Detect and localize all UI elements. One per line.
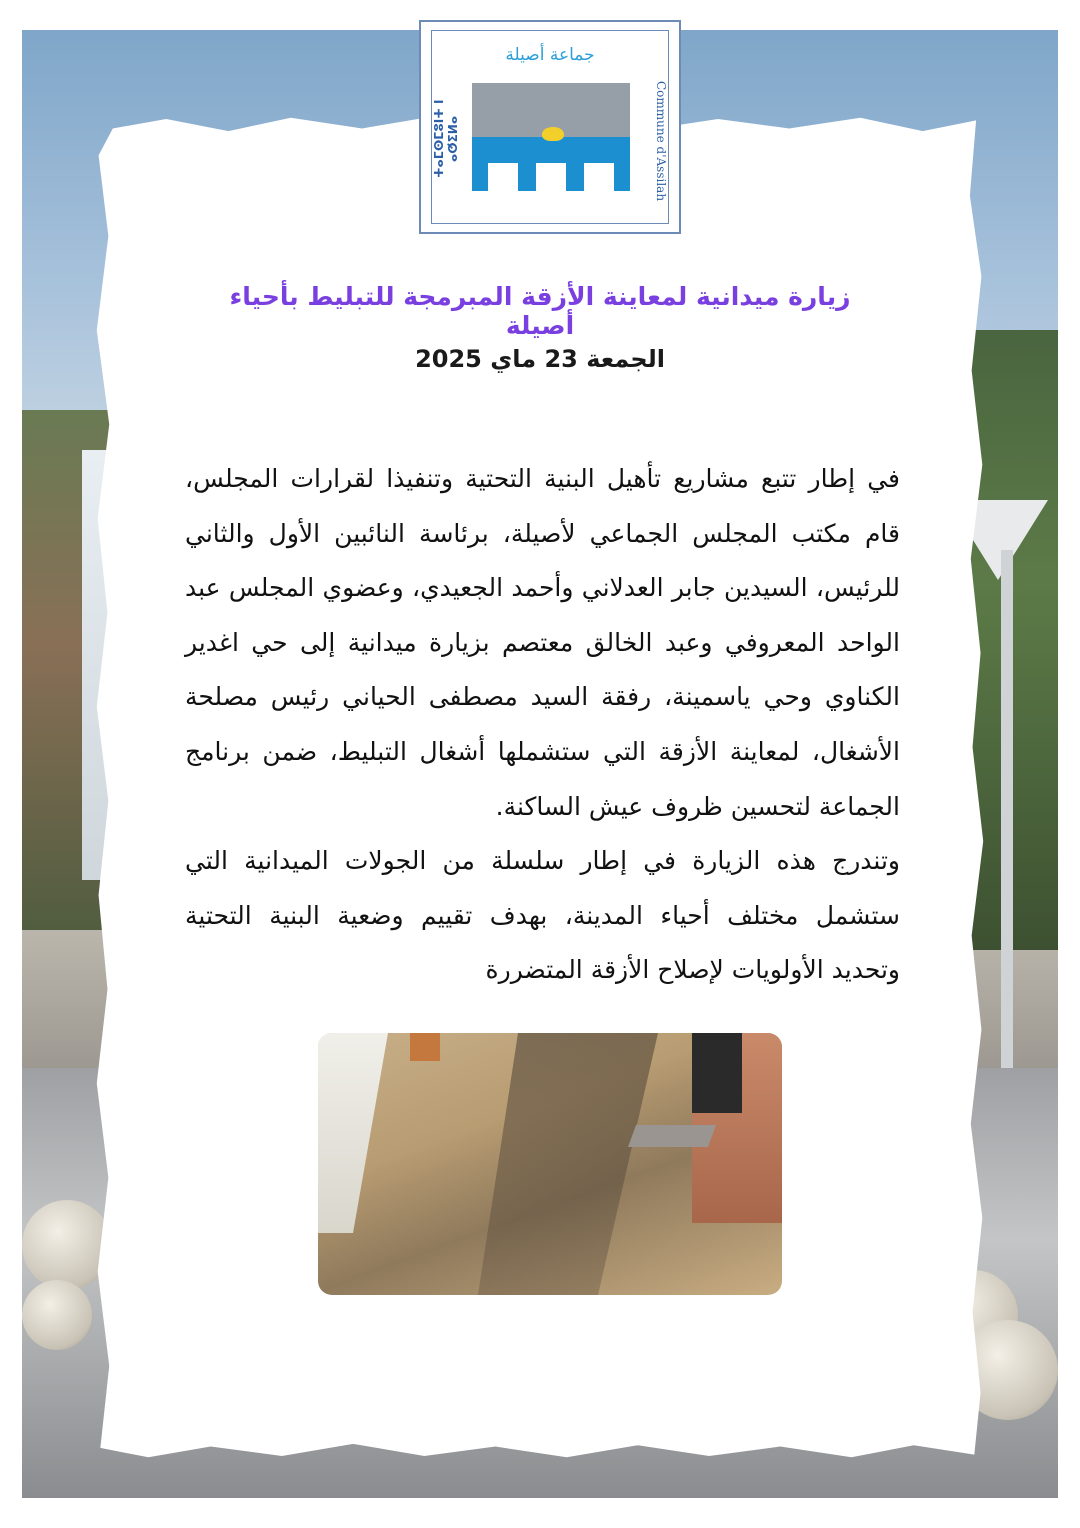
photo-left-wall	[318, 1033, 388, 1233]
alley-photo	[318, 1033, 782, 1295]
logo-arabic-name: جماعة أصيلة	[505, 45, 595, 65]
logo-frame	[431, 30, 669, 224]
paragraph: وتندرج هذه الزيارة في إطار سلسلة من الجولات الميدانية التي ستشمل مختلف أحياء المدينة، بهدف تقييم وضعية البنية التحتية وتحديد الأولويات لإصلاح الأزقة المتضررة	[185, 846, 900, 985]
paragraph: في إطار تتبع مشاريع تأهيل البنية التحتية وتنفيذا لقرارات المجلس، قام مكتب المجلس الجماعي لأصيلة، برئاسة النائبين الأول والثاني للرئيس، السيدين جابر العدلاني وأحمد الجعيدي، وعضوي المجلس عبد الواحد المعروفي وعبد الخالق معتصم بزيارة ميدانية إلى حي اغدير الكناوي وحي ياسمينة، رفقة السيد مصطفى الحياني رئيس مصلحة الأشغال، لمعاينة الأزقة التي ستشملها أشغال التبليط، ضمن برنامج الجماعة لتحسين ظروف عيش الساكنة.	[185, 464, 900, 821]
photo-door	[692, 1033, 742, 1113]
photo-box	[410, 1033, 440, 1061]
photo-shadow	[458, 1033, 658, 1295]
logo-wall-base	[472, 191, 630, 213]
logo-latin-name: Commune d'Assilah	[654, 80, 668, 202]
background-bollard	[22, 1280, 92, 1350]
article-body	[185, 452, 900, 998]
date-line: الجمعة 23 ماي 2025	[415, 345, 665, 373]
photo-step	[628, 1125, 716, 1147]
page-title: زيارة ميدانية لمعاينة الأزقة المبرمجة للتبليط بأحياء أصيلة	[229, 282, 851, 340]
commune-logo	[419, 20, 681, 234]
logo-boat-icon	[542, 127, 564, 141]
logo-tifinagh-name: ⵜⴰⵎⵙⵎⵓⵏⵜ ⵏ ⴰⵚⵉⵍⴰ	[432, 99, 460, 179]
